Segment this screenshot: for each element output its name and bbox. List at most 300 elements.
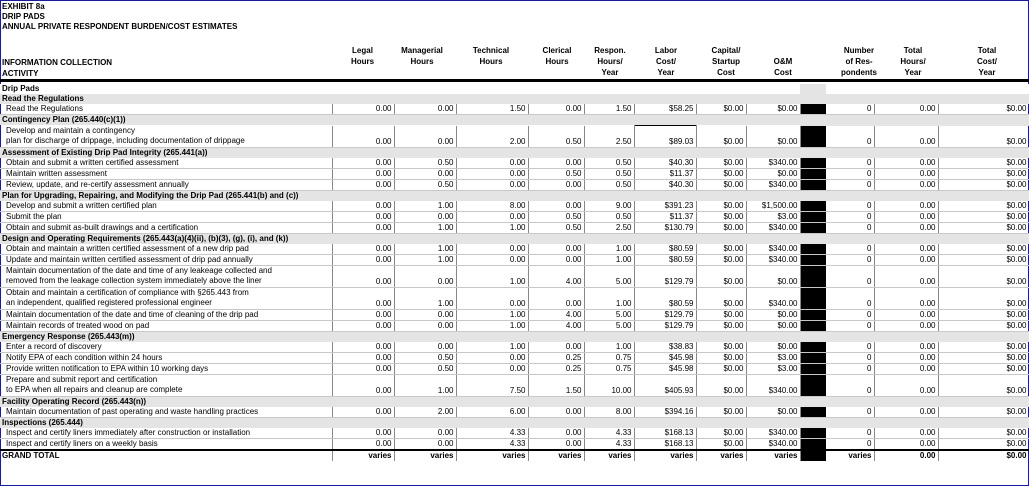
- labor-cost-cell: $168.13: [634, 428, 696, 439]
- om-cost-cell: $340.00: [746, 375, 800, 397]
- legal-hours-cell: 0.00: [332, 244, 394, 255]
- om-cost-cell: $0.00: [746, 342, 800, 353]
- respondents-cell: 0: [826, 375, 874, 397]
- legal-hours-cell: 0.00: [332, 212, 394, 223]
- column-separator: [800, 191, 826, 202]
- respondents-cell: 0: [826, 244, 874, 255]
- table-row: [0, 321, 1029, 332]
- column-separator: [800, 169, 826, 180]
- table-row: [0, 375, 1029, 397]
- labor-cost-cell: $129.79: [634, 321, 696, 332]
- table-row: [0, 126, 1029, 148]
- col-clerical-line1: Clerical: [542, 46, 572, 55]
- labor-cost-cell: $129.79: [634, 310, 696, 321]
- managerial-hours-cell: 0.00: [394, 321, 456, 332]
- clerical-hours-cell: 4.00: [528, 321, 584, 332]
- capital-cost-cell: $0.00: [696, 104, 746, 115]
- total-hours-cell: 0.00: [874, 439, 938, 451]
- activity-cell: [0, 104, 332, 115]
- activity-line: to EPA when all repairs and cleanup are complete: [6, 385, 183, 394]
- total-cost-cell: $0.00: [938, 310, 1029, 321]
- activity-cell: [0, 244, 332, 255]
- legal-hours-cell: 0.00: [332, 321, 394, 332]
- total-hours-cell: 0.00: [874, 212, 938, 223]
- labor-cost-cell: $394.16: [634, 407, 696, 418]
- col-legal-line2: Hours: [350, 57, 375, 66]
- managerial-hours-cell: 0.00: [394, 342, 456, 353]
- table-row: [0, 180, 1029, 191]
- labor-cost-cell: $45.98: [634, 364, 696, 375]
- capital-cost-cell: $0.00: [696, 375, 746, 397]
- col-total-hours-line2: Hours/: [900, 57, 926, 66]
- section-row-fill: [826, 148, 1029, 159]
- column-separator: [800, 418, 826, 429]
- clerical-hours-cell: 0.25: [528, 353, 584, 364]
- legal-hours-total-cell: varies: [332, 450, 394, 461]
- respon-hours-cell: 5.00: [584, 266, 634, 288]
- om-cost-cell: $0.00: [746, 407, 800, 418]
- managerial-hours-cell: 0.50: [394, 158, 456, 169]
- capital-cost-cell: $0.00: [696, 201, 746, 212]
- column-separator: [800, 115, 826, 126]
- total-cost-cell: $0.00: [938, 180, 1029, 191]
- grand-total-row: [0, 450, 1029, 461]
- col-total-hours-line1: Total: [903, 46, 923, 55]
- section-title: Emergency Response (265.443(m)): [0, 332, 800, 343]
- capital-cost-cell: $0.00: [696, 353, 746, 364]
- activity-cell: [0, 364, 332, 375]
- technical-hours-cell: 4.33: [456, 428, 528, 439]
- total-hours-cell: 0.00: [874, 353, 938, 364]
- activity-cell: [0, 428, 332, 439]
- activity-cell: [0, 375, 332, 397]
- technical-hours-cell: 1.50: [456, 104, 528, 115]
- total-hours-cell: 0.00: [874, 266, 938, 288]
- technical-hours-cell: 1.00: [456, 321, 528, 332]
- section-title: Facility Operating Record (265.443(n)): [0, 397, 800, 408]
- activity-line: Obtain and submit a written certified assessment: [6, 158, 179, 167]
- technical-hours-cell: 7.50: [456, 375, 528, 397]
- exhibit-label: EXHIBIT 8a: [2, 2, 45, 11]
- technical-hours-cell: 0.00: [456, 244, 528, 255]
- technical-hours-cell: 8.00: [456, 201, 528, 212]
- col-capital-line3: Cost: [717, 68, 735, 77]
- col-om-heading: [758, 56, 808, 78]
- column-separator: [800, 201, 826, 212]
- legal-hours-cell: 0.00: [332, 407, 394, 418]
- total-hours-cell: 0.00: [874, 104, 938, 115]
- activity-cell: [0, 439, 332, 451]
- column-separator: [800, 439, 826, 451]
- col-number-line3: pondents: [841, 68, 877, 77]
- respondents-total-cell: varies: [826, 450, 874, 461]
- clerical-hours-cell: 0.00: [528, 104, 584, 115]
- table-row: [0, 104, 1029, 115]
- section-title: Design and Operating Requirements (265.443(a)(4)(ii), (b)(3), (g), (i), and (k)): [0, 234, 800, 245]
- activity-line: Obtain and maintain a written certified assessment of a new drip pad: [6, 244, 249, 253]
- legal-hours-cell: 0.00: [332, 310, 394, 321]
- section-header-row: [0, 191, 1029, 202]
- managerial-hours-cell: 0.50: [394, 353, 456, 364]
- table-row: [0, 288, 1029, 310]
- om-cost-cell: $340.00: [746, 428, 800, 439]
- column-separator: [800, 84, 826, 94]
- col-total-cost-heading: [960, 45, 1014, 78]
- respon-hours-cell: 0.50: [584, 158, 634, 169]
- capital-cost-cell: $0.00: [696, 223, 746, 234]
- column-separator: [800, 407, 826, 418]
- legal-hours-cell: 0.00: [332, 428, 394, 439]
- total-hours-cell: 0.00: [874, 375, 938, 397]
- legal-hours-cell: 0.00: [332, 288, 394, 310]
- legal-hours-cell: 0.00: [332, 180, 394, 191]
- legal-hours-cell: 0.00: [332, 255, 394, 266]
- respon-hours-cell: 2.50: [584, 126, 634, 148]
- total-cost-cell: $0.00: [938, 169, 1029, 180]
- labor-cost-cell: $11.37: [634, 169, 696, 180]
- total-hours-cell: 0.00: [874, 180, 938, 191]
- technical-hours-cell: 0.00: [456, 364, 528, 375]
- om-cost-cell: $3.00: [746, 364, 800, 375]
- section-header-row: [0, 397, 1029, 408]
- legal-hours-cell: 0.00: [332, 439, 394, 451]
- respondents-cell: 0: [826, 342, 874, 353]
- total-cost-total-cell: $0.00: [938, 450, 1029, 461]
- clerical-hours-cell: 0.00: [528, 428, 584, 439]
- respon-hours-cell: 9.00: [584, 201, 634, 212]
- labor-cost-cell: $80.59: [634, 255, 696, 266]
- col-number-line2: of Res-: [845, 57, 873, 66]
- om-cost-cell: $0.00: [746, 104, 800, 115]
- activity-line: Inspect and certify liners on a weekly basis: [6, 439, 158, 448]
- col-activity-heading: [2, 57, 112, 79]
- total-hours-cell: 0.00: [874, 342, 938, 353]
- total-hours-cell: 0.00: [874, 223, 938, 234]
- capital-cost-cell: $0.00: [696, 288, 746, 310]
- table-row: [0, 244, 1029, 255]
- capital-cost-cell: $0.00: [696, 342, 746, 353]
- legal-hours-cell: 0.00: [332, 158, 394, 169]
- column-separator: [800, 255, 826, 266]
- capital-cost-cell: $0.00: [696, 255, 746, 266]
- activity-cell: [0, 310, 332, 321]
- col-technical-line1: Technical: [472, 46, 510, 55]
- activity-line: Provide written notification to EPA within 10 working days: [6, 364, 209, 373]
- capital-cost-cell: $0.00: [696, 212, 746, 223]
- respon-hours-cell: 2.50: [584, 223, 634, 234]
- technical-hours-cell: 0.00: [456, 288, 528, 310]
- col-total-cost-line3: Year: [978, 68, 996, 77]
- technical-hours-cell: 0.00: [456, 255, 528, 266]
- managerial-hours-cell: 0.00: [394, 266, 456, 288]
- managerial-hours-cell: 0.00: [394, 439, 456, 451]
- total-hours-cell: 0.00: [874, 364, 938, 375]
- col-total-hours-line3: Year: [904, 68, 922, 77]
- section-row-fill: [826, 191, 1029, 202]
- capital-cost-cell: $0.00: [696, 126, 746, 148]
- section-header-row: [0, 234, 1029, 245]
- section-row-fill: [826, 397, 1029, 408]
- column-separator: [800, 234, 826, 245]
- managerial-hours-cell: 0.50: [394, 364, 456, 375]
- table-row: [0, 364, 1029, 375]
- respondents-cell: 0: [826, 310, 874, 321]
- respondents-cell: 0: [826, 439, 874, 451]
- col-number-heading: [832, 45, 886, 78]
- clerical-hours-cell: 0.00: [528, 201, 584, 212]
- clerical-hours-total-cell: varies: [528, 450, 584, 461]
- activity-cell: [0, 255, 332, 266]
- technical-hours-cell: 1.00: [456, 266, 528, 288]
- technical-hours-cell: 4.33: [456, 439, 528, 451]
- col-technical-heading: [458, 45, 524, 67]
- legal-hours-cell: 0.00: [332, 169, 394, 180]
- total-cost-cell: $0.00: [938, 158, 1029, 169]
- labor-cost-cell: $40.30: [634, 180, 696, 191]
- total-cost-cell: $0.00: [938, 104, 1029, 115]
- om-cost-cell: $340.00: [746, 158, 800, 169]
- activity-line: Obtain and maintain a certification of compliance with §265.443 from: [6, 288, 249, 297]
- column-separator: [800, 266, 826, 288]
- capital-cost-cell: $0.00: [696, 321, 746, 332]
- clerical-hours-cell: 0.00: [528, 158, 584, 169]
- om-cost-cell: $340.00: [746, 223, 800, 234]
- col-activity-line1: INFORMATION COLLECTION: [2, 58, 113, 67]
- header-rule: [0, 79, 1029, 82]
- labor-cost-cell: $11.37: [634, 212, 696, 223]
- table-row: [0, 158, 1029, 169]
- column-separator: [800, 353, 826, 364]
- col-clerical-heading: [531, 45, 583, 67]
- column-separator: [800, 126, 826, 148]
- managerial-hours-cell: 0.00: [394, 428, 456, 439]
- capital-cost-cell: $0.00: [696, 180, 746, 191]
- respon-hours-cell: 1.00: [584, 255, 634, 266]
- respon-hours-cell: 1.00: [584, 244, 634, 255]
- col-number-line1: Number: [843, 46, 875, 55]
- table-row: [0, 201, 1029, 212]
- table-row: [0, 310, 1029, 321]
- labor-cost-cell: $45.98: [634, 353, 696, 364]
- labor-cost-cell: $391.23: [634, 201, 696, 212]
- respon-hours-cell: 4.33: [584, 439, 634, 451]
- respondents-cell: 0: [826, 201, 874, 212]
- respondents-cell: 0: [826, 255, 874, 266]
- table-row: [0, 255, 1029, 266]
- capital-cost-cell: $0.00: [696, 158, 746, 169]
- total-cost-cell: $0.00: [938, 407, 1029, 418]
- section-title: Plan for Upgrading, Repairing, and Modifying the Drip Pad (265.441(b) and (c)): [0, 191, 800, 202]
- labor-cost-cell: $80.59: [634, 288, 696, 310]
- col-respon-heading: [588, 45, 632, 78]
- respon-hours-cell: 0.50: [584, 212, 634, 223]
- respondents-cell: 0: [826, 364, 874, 375]
- technical-hours-cell: 0.00: [456, 212, 528, 223]
- respondents-cell: 0: [826, 407, 874, 418]
- activity-cell: [0, 180, 332, 191]
- legal-hours-cell: 0.00: [332, 201, 394, 212]
- total-cost-cell: $0.00: [938, 428, 1029, 439]
- section-row-fill: [826, 115, 1029, 126]
- col-clerical-line2: Hours: [545, 57, 569, 66]
- section-title: Assessment of Existing Drip Pad Integrity (265.441(a)): [0, 148, 800, 159]
- managerial-hours-cell: 0.50: [394, 180, 456, 191]
- section-header-row: [0, 418, 1029, 429]
- technical-hours-cell: 1.00: [456, 310, 528, 321]
- capital-cost-cell: $0.00: [696, 407, 746, 418]
- col-respon-line1: Respon.: [594, 46, 626, 55]
- activity-cell: [0, 266, 332, 288]
- activity-line: plan for discharge of drippage, including documentation of drippage: [6, 135, 245, 145]
- activity-line: Maintain documentation of past operating and waste handling practices: [6, 407, 259, 416]
- clerical-hours-cell: 0.00: [528, 255, 584, 266]
- col-respon-line2: Hours/: [597, 57, 623, 66]
- respon-hours-cell: 5.00: [584, 310, 634, 321]
- activity-line: Inspect and certify liners immediately after construction or installation: [6, 428, 251, 437]
- column-separator: [800, 375, 826, 397]
- section-title: Read the Regulations: [0, 94, 800, 104]
- managerial-hours-total-cell: varies: [394, 450, 456, 461]
- total-cost-cell: $0.00: [938, 288, 1029, 310]
- clerical-hours-cell: 0.00: [528, 288, 584, 310]
- column-separator: [800, 428, 826, 439]
- section-row-fill: [826, 332, 1029, 343]
- col-capital-line1: Capital/: [711, 46, 741, 55]
- column-separator: [800, 223, 826, 234]
- column-separator: [800, 158, 826, 169]
- activity-line: Submit the plan: [6, 212, 62, 221]
- section-header-row: [0, 115, 1029, 126]
- labor-cost-cell: $130.79: [634, 223, 696, 234]
- total-hours-cell: 0.00: [874, 321, 938, 332]
- technical-hours-cell: 0.00: [456, 169, 528, 180]
- legal-hours-cell: 0.00: [332, 104, 394, 115]
- respondents-cell: 0: [826, 428, 874, 439]
- table-row: [0, 223, 1029, 234]
- activity-line: Read the Regulations: [6, 104, 83, 113]
- total-hours-total-cell: 0.00: [874, 450, 938, 461]
- respondents-cell: 0: [826, 104, 874, 115]
- capital-cost-cell: $0.00: [696, 364, 746, 375]
- column-separator: [800, 321, 826, 332]
- activity-cell: [0, 321, 332, 332]
- column-separator: [800, 450, 826, 461]
- total-hours-cell: 0.00: [874, 158, 938, 169]
- clerical-hours-cell: 0.00: [528, 244, 584, 255]
- technical-hours-total-cell: varies: [456, 450, 528, 461]
- activity-cell: [0, 126, 332, 148]
- legal-hours-cell: 0.00: [332, 375, 394, 397]
- managerial-hours-cell: 0.00: [394, 212, 456, 223]
- technical-hours-cell: 1.00: [456, 223, 528, 234]
- respondents-cell: 0: [826, 321, 874, 332]
- capital-cost-cell: $0.00: [696, 244, 746, 255]
- total-hours-cell: 0.00: [874, 126, 938, 148]
- capital-cost-cell: $0.00: [696, 169, 746, 180]
- activity-line: Update and maintain written certified assessment of drip pad annually: [6, 255, 253, 264]
- om-cost-cell: $340.00: [746, 288, 800, 310]
- col-om-line2: Cost: [774, 68, 792, 77]
- activity-cell: [0, 169, 332, 180]
- respondents-cell: 0: [826, 266, 874, 288]
- labor-cost-cell: $58.25: [634, 104, 696, 115]
- column-separator: [800, 364, 826, 375]
- column-separator: [800, 212, 826, 223]
- table-title-row: [0, 84, 1029, 94]
- respon-hours-total-cell: varies: [584, 450, 634, 461]
- clerical-hours-cell: 0.50: [528, 169, 584, 180]
- managerial-hours-cell: 0.00: [394, 126, 456, 148]
- section-title: Contingency Plan (265.440(c)(1)): [0, 115, 800, 126]
- om-cost-cell: $340.00: [746, 439, 800, 451]
- om-cost-cell: $0.00: [746, 266, 800, 288]
- column-separator: [800, 148, 826, 159]
- col-labor-line2: Cost/: [656, 57, 676, 66]
- respondents-cell: 0: [826, 158, 874, 169]
- respondents-cell: 0: [826, 169, 874, 180]
- column-separator: [800, 244, 826, 255]
- activity-cell: [0, 288, 332, 310]
- exhibit-subtitle: ANNUAL PRIVATE RESPONDENT BURDEN/COST ESTIMATES: [2, 22, 238, 31]
- col-capital-heading: [700, 45, 752, 78]
- section-row-fill: [826, 94, 1029, 104]
- activity-cell: [0, 353, 332, 364]
- managerial-hours-cell: 1.00: [394, 288, 456, 310]
- legal-hours-cell: 0.00: [332, 266, 394, 288]
- activity-line: Develop and submit a written certified plan: [6, 201, 157, 210]
- clerical-hours-cell: 4.00: [528, 266, 584, 288]
- total-hours-cell: 0.00: [874, 288, 938, 310]
- respon-hours-cell: 1.00: [584, 342, 634, 353]
- clerical-hours-cell: 0.50: [528, 223, 584, 234]
- column-separator: [800, 104, 826, 115]
- table-title: Drip Pads: [0, 84, 800, 94]
- respondents-cell: 0: [826, 288, 874, 310]
- clerical-hours-cell: 4.00: [528, 310, 584, 321]
- labor-cost-cell: $38.83: [634, 342, 696, 353]
- activity-line: Maintain written assessment: [6, 169, 107, 178]
- technical-hours-cell: 6.00: [456, 407, 528, 418]
- col-managerial-line1: Managerial: [401, 46, 443, 55]
- activity-cell: [0, 407, 332, 418]
- om-cost-cell: $340.00: [746, 255, 800, 266]
- total-cost-cell: $0.00: [938, 244, 1029, 255]
- total-cost-cell: $0.00: [938, 201, 1029, 212]
- managerial-hours-cell: 0.00: [394, 169, 456, 180]
- labor-cost-cell: $129.79: [634, 266, 696, 288]
- om-cost-cell: $0.00: [746, 169, 800, 180]
- respondents-cell: 0: [826, 180, 874, 191]
- column-separator: [800, 180, 826, 191]
- labor-cost-cell: $80.59: [634, 244, 696, 255]
- section-row-fill: [826, 418, 1029, 429]
- activity-line: Notify EPA of each condition within 24 hours: [6, 353, 163, 362]
- col-legal-heading: [335, 45, 390, 67]
- activity-cell: [0, 342, 332, 353]
- col-technical-line2: Hours: [479, 57, 503, 66]
- section-header-row: [0, 94, 1029, 104]
- activity-line: Enter a record of discovery: [6, 342, 102, 351]
- clerical-hours-cell: 0.50: [528, 126, 584, 148]
- col-managerial-line2: Hours: [410, 57, 434, 66]
- section-row-fill: [826, 234, 1029, 245]
- respon-hours-cell: 0.75: [584, 353, 634, 364]
- clerical-hours-cell: 0.50: [528, 212, 584, 223]
- total-cost-cell: $0.00: [938, 126, 1029, 148]
- total-cost-cell: $0.00: [938, 321, 1029, 332]
- labor-cost-cell: $168.13: [634, 439, 696, 451]
- column-separator: [800, 94, 826, 104]
